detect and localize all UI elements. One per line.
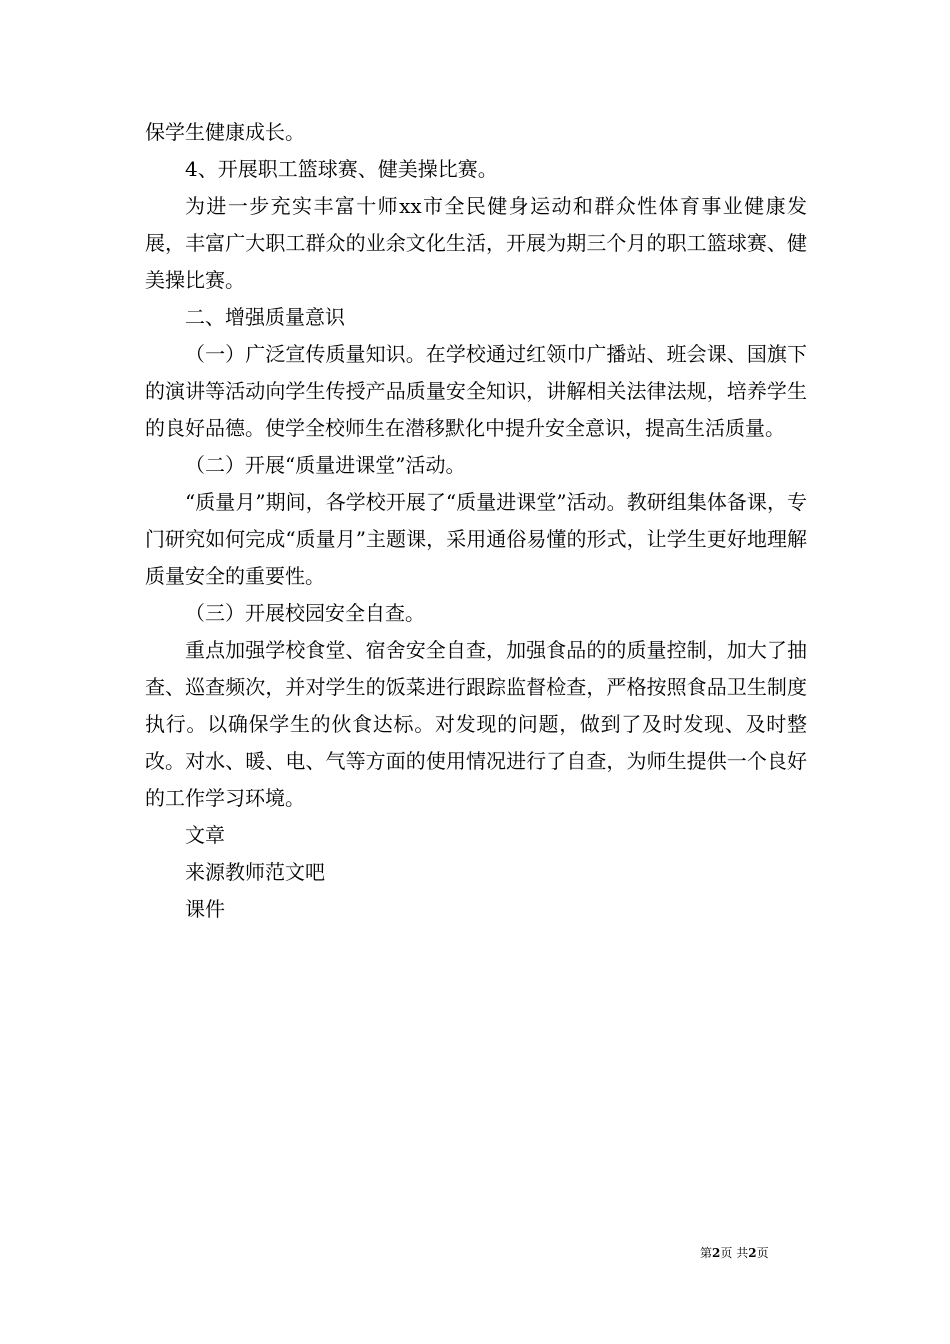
trailing-line-courseware: 课件: [185, 897, 225, 921]
paragraph-quality-knowledge: （一）广泛宣传质量知识。在学校通过红领巾广播站、班会课、国旗下的演讲等活动向学生传授产品质量安全知识，讲解相关法律法规，培养学生的良好品德。使学全校师生在潜移默化中提升安全意识，提高生活质量。: [145, 342, 807, 440]
paragraph-quality-month: “质量月”期间，各学校开展了“质量进课堂”活动。教研组集体备课，专门研究如何完成“质量月”主题课，采用通俗易懂的形式，让学生更好地理解质量安全的重要性。: [145, 490, 807, 588]
paragraph-item-4-heading: 4、开展职工篮球赛、健美操比赛。: [185, 157, 498, 181]
footer-total-pages: 2: [748, 1246, 757, 1260]
paragraph-fitness-events: 为进一步充实丰富十师xx市全民健身运动和群众性体育事业健康发展，丰富广大职工群众的业余文化生活，开展为期三个月的职工篮球赛、健美操比赛。: [145, 194, 807, 292]
subheading-quality-classroom: （二）开展“质量进课堂”活动。: [185, 453, 466, 477]
footer-suffix: 页: [756, 1246, 769, 1260]
body-text: [145, 114, 807, 928]
footer-middle: 页 共: [720, 1246, 749, 1260]
paragraph-canteen-inspection: 重点加强学校食堂、宿舍安全自查，加强食品的的质量控制，加大了抽查、巡查频次，并对学生的饭菜进行跟踪监督检查，严格按照食品卫生制度执行。以确保学生的伙食达标。对发现的问题，做到了及时发现、及时整改。对水、暖、电、气等方面的使用情况进行了自查，为师生提供一个良好的工作学习环境。: [145, 638, 807, 810]
footer-current-page: 2: [712, 1246, 721, 1260]
trailing-line-source: 来源教师范文吧: [185, 860, 325, 884]
footer-prefix: 第: [700, 1246, 713, 1260]
section-heading-quality: 二、增强质量意识: [185, 305, 345, 329]
paragraph-continuation: 保学生健康成长。: [145, 120, 305, 144]
subheading-campus-safety: （三）开展校园安全自查。: [185, 601, 425, 625]
page-number-footer: [700, 1245, 860, 1261]
trailing-line-article: 文章: [185, 823, 225, 847]
